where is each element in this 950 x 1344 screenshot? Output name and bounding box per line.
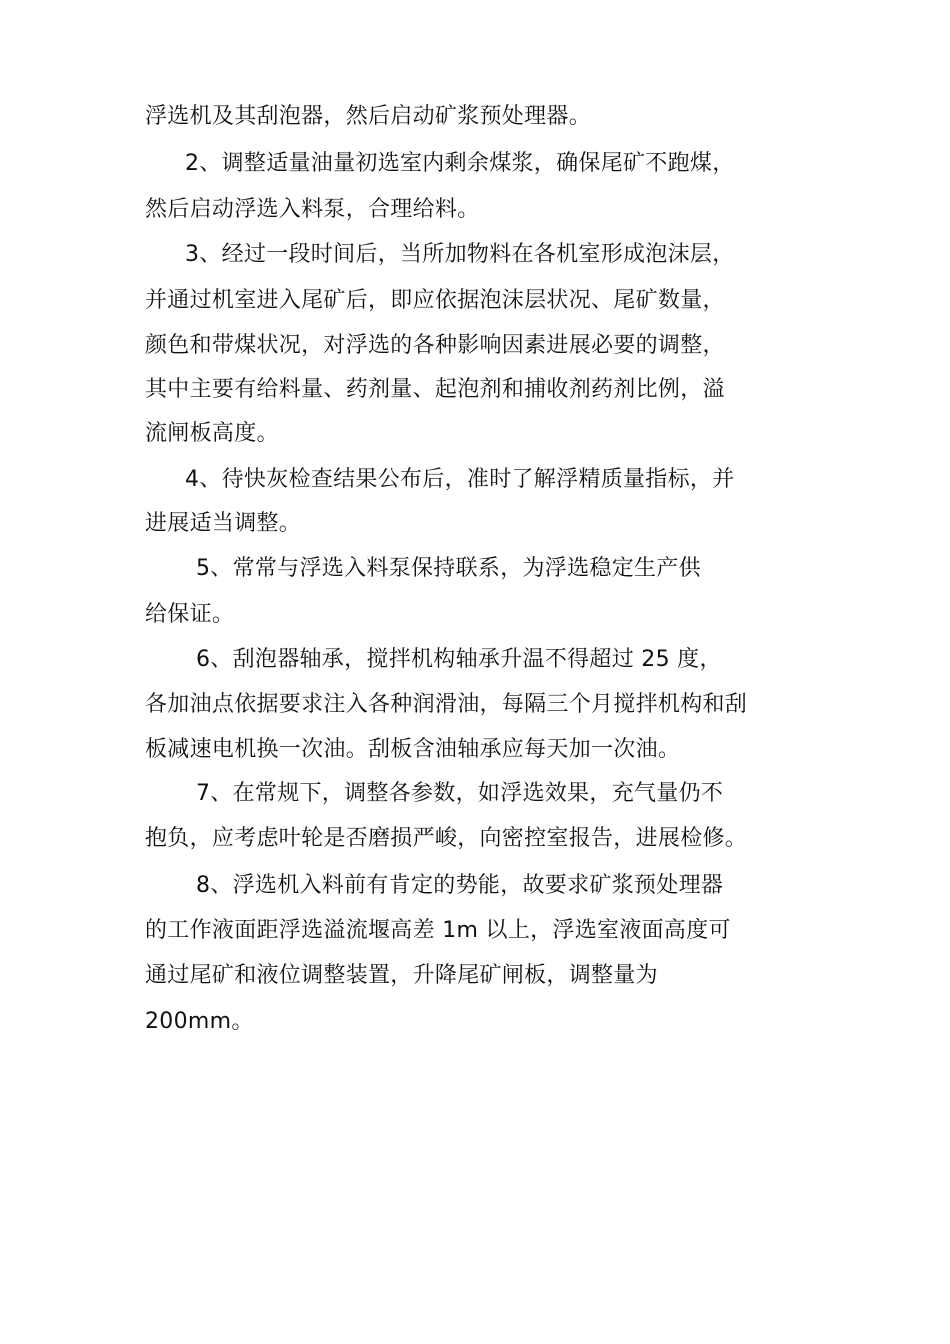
text-line: 7、在常规下，调整各参数，如浮选效果，充气量仍不: [196, 781, 724, 806]
text-line: 4、待快灰检查结果公布后，准时了解浮精质量指标，并: [185, 467, 735, 492]
text-line: 进展适当调整。: [145, 511, 302, 536]
text-line: 并通过机室进入尾矿后，即应依据泡沫层状况、尾矿数量，: [145, 288, 725, 313]
text-line: 其中主要有给料量、药剂量、起泡剂和捕收剂药剂比例，溢: [145, 377, 725, 402]
text-line: 5、常常与浮选入料泵保持联系，为浮选稳定生产供: [196, 556, 701, 581]
text-line: 浮选机及其刮泡器，然后启动矿浆预处理器。: [145, 104, 592, 129]
text-line: 板减速电机换一次油。刮板含油轴承应每天加一次油。: [145, 737, 681, 762]
text-line: 各加油点依据要求注入各种润滑油，每隔三个月搅拌机构和刮: [145, 692, 748, 717]
text-line: 2、调整适量油量初选室内剩余煤浆，确保尾矿不跑煤，: [185, 151, 735, 176]
text-line: 流闸板高度。: [145, 421, 279, 446]
text-line: 200mm。: [145, 1009, 254, 1034]
text-line: 8、浮选机入料前有肯定的势能，故要求矿浆预处理器: [196, 873, 724, 898]
text-line: 抱负，应考虑叶轮是否磨损严峻，向密控室报告，进展检修。: [145, 826, 748, 851]
text-line: 颜色和带煤状况，对浮选的各种影响因素进展必要的调整，: [145, 333, 725, 358]
text-line: 3、经过一段时间后，当所加物料在各机室形成泡沫层，: [185, 242, 735, 267]
text-line: 的工作液面距浮选溢流堰高差 1m 以上，浮选室液面高度可: [145, 918, 731, 943]
text-line: 然后启动浮选入料泵，合理给料。: [145, 197, 480, 222]
text-line: 6、刮泡器轴承，搅拌机构轴承升温不得超过 25 度，: [196, 647, 722, 672]
text-line: 给保证。: [145, 602, 235, 627]
text-line: 通过尾矿和液位调整装置，升降尾矿闸板，调整量为: [145, 963, 658, 988]
